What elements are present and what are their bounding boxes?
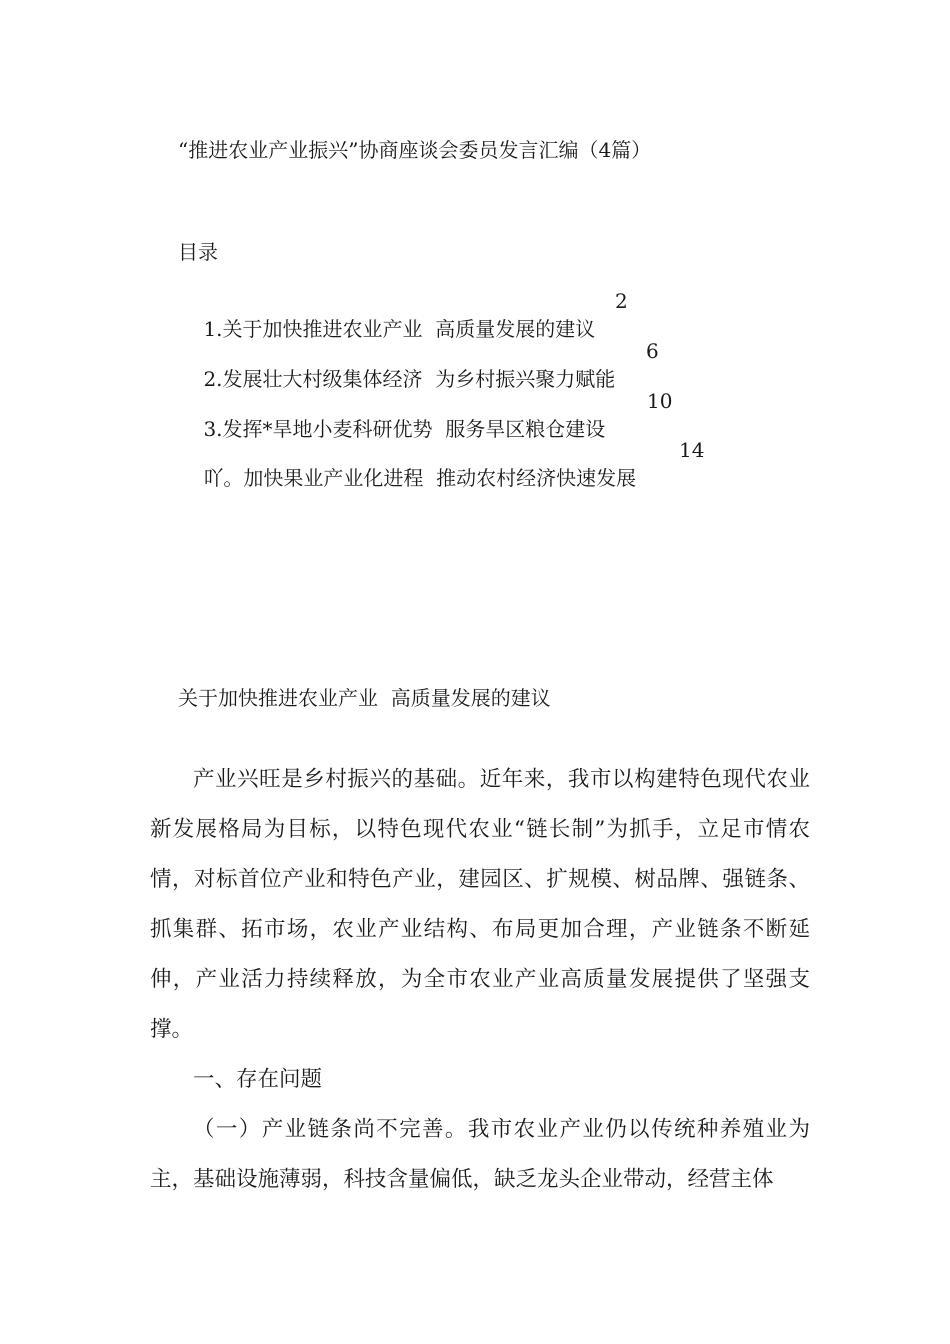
toc-entry-label: 2.发展壮大村级集体经济 为乡村振兴聚力赋能 bbox=[203, 367, 616, 391]
document-title: “推进农业产业振兴”协商座谈会委员发言汇编（4篇） bbox=[178, 138, 652, 162]
section-heading: 一、存在问题 bbox=[193, 1067, 323, 1092]
section-title: 关于加快推进农业产业 高质量发展的建议 bbox=[178, 686, 551, 710]
toc-entry-page: 14 bbox=[679, 438, 705, 462]
toc-entry-label: 1.关于加快推进农业产业 高质量发展的建议 bbox=[203, 317, 596, 341]
paragraph: （一）产业链条尚不完善。我市农业产业仍以传统种养殖业为主，基础设施薄弱，科技含量偏低，缺乏龙头企业带动，经营主体 bbox=[150, 1117, 810, 1192]
toc-entry-page: 6 bbox=[646, 339, 659, 363]
body-text bbox=[150, 755, 810, 1205]
toc-entry-page: 2 bbox=[615, 289, 628, 313]
toc-heading: 目录 bbox=[178, 240, 218, 264]
toc-entry-page: 10 bbox=[647, 389, 673, 413]
toc-entry[interactable] bbox=[178, 436, 718, 520]
paragraph: 产业兴旺是乡村振兴的基础。近年来，我市以构建特色现代农业新发展格局为目标，以特色现代农业“链长制”为抓手，立足市情农情，对标首位产业和特色产业，建园区、扩规模、树品牌、强链条、抓集群、拓市场，农业产业结构、布局更加合理，产业链条不断延伸，产业活力持续释放，为全市农业产业高质量发展提供了坚强支撑。 bbox=[150, 767, 810, 1042]
toc-entry-label: 3.发挥*旱地小麦科研优势 服务旱区粮仓建设 bbox=[203, 417, 606, 441]
toc-entry-label: 吖。加快果业产业化进程 推动农村经济快速发展 bbox=[203, 466, 637, 490]
